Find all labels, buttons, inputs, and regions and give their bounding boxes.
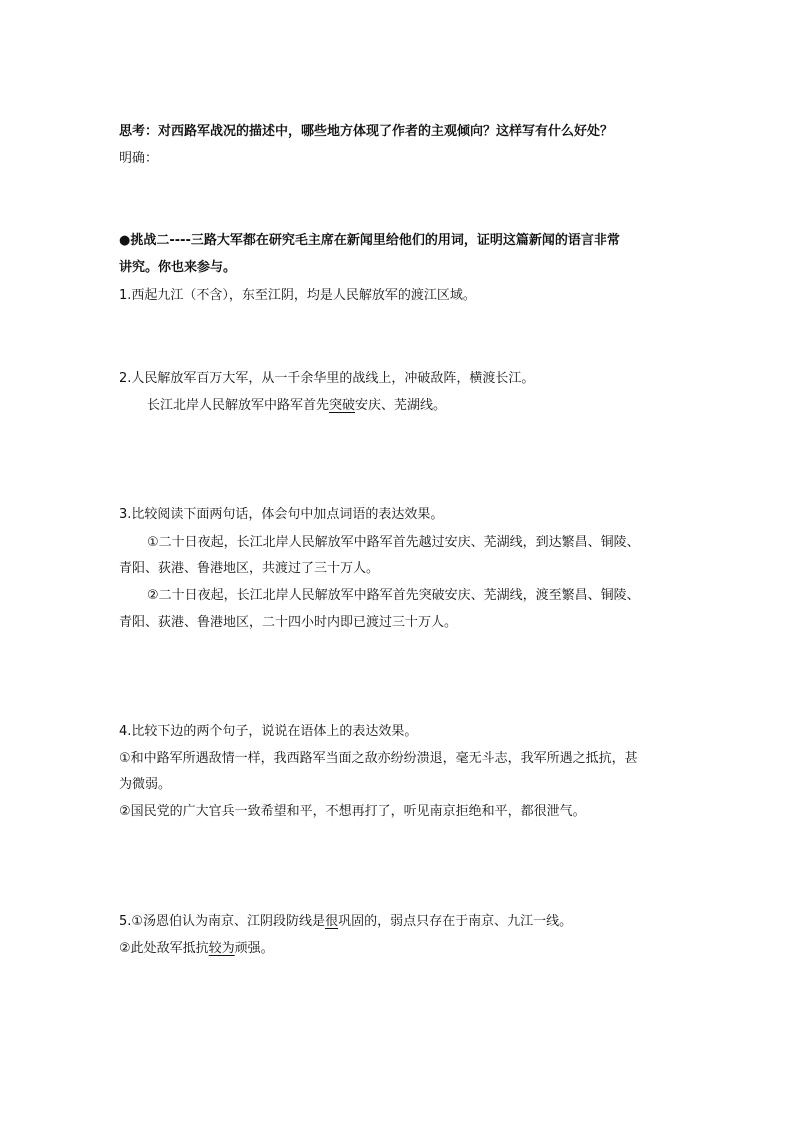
question-2-underlined-word: 突破 (329, 398, 356, 413)
question-5-s1-post: 巩固的，弱点只存在于南京、九江一线。 (338, 914, 573, 929)
challenge-heading-line2: 讲究。你也来参与。 (119, 260, 237, 275)
question-4-prompt: 4.比较下边的两个句子，说说在语体上的表达效果。 (119, 724, 418, 739)
question-4-sentence1-line2: 为微弱。 (119, 777, 172, 792)
question-2-line2-post: 安庆、芜湖线。 (355, 398, 447, 413)
question-2-line2 (147, 397, 446, 415)
question-4-sentence1-line1: ①和中路军所遇敌情一样，我西路军当面之敌亦纷纷溃退，毫无斗志，我军所遇之抵抗，甚 (119, 751, 638, 766)
question-5-s2-post: 顽强。 (234, 941, 274, 956)
question-5-s2-pre: ②此处敌军抵抗 (119, 941, 209, 956)
question-3-sentence2-line2: 青阳、荻港、鲁港地区，二十四小时内即已渡过三十万人。 (119, 615, 458, 630)
question-5-s1-pre: 5.①汤恩伯认为南京、江阴段防线是 (119, 914, 326, 929)
think-answer-label: 明确： (119, 151, 159, 166)
question-2-line1: 2.人民解放军百万大军，从一千余华里的战线上，冲破敌阵，横渡长江。 (119, 371, 535, 386)
question-3-sentence1-line1: ①二十日夜起，长江北岸人民解放军中路军首先越过安庆、芜湖线，到达繁昌、铜陵、 (147, 535, 640, 550)
think-question: 思考：对西路军战况的描述中，哪些地方体现了作者的主观倾向？这样写有什么好处？ (119, 124, 614, 139)
question-5-sentence2 (119, 940, 274, 958)
question-1: 1.西起九江（不含），东至江阴，均是人民解放军的渡江区域。 (119, 288, 476, 303)
question-5-s2-underlined-word: 较为 (208, 941, 235, 956)
question-5-s1-underlined-word: 很 (325, 914, 339, 929)
question-5-sentence1 (119, 913, 572, 931)
question-2-line2-pre: 长江北岸人民解放军中路军首先 (147, 398, 330, 413)
question-3-prompt: 3.比较阅读下面两句话，体会句中加点词语的表达效果。 (119, 507, 444, 522)
question-3-sentence2-line1: ②二十日夜起，长江北岸人民解放军中路军首先突破安庆、芜湖线，渡至繁昌、铜陵、 (147, 588, 640, 603)
question-4-sentence2: ②国民党的广大官兵一致希望和平，不想再打了，听见南京拒绝和平，都很泄气。 (119, 804, 586, 819)
question-3-sentence1-line2: 青阳、荻港、鲁港地区，共渡过了三十万人。 (119, 561, 380, 576)
challenge-heading-line1: ●挑战二----三路大军都在研究毛主席在新闻里给他们的用词，证明这篇新闻的语言非常 (119, 233, 620, 248)
